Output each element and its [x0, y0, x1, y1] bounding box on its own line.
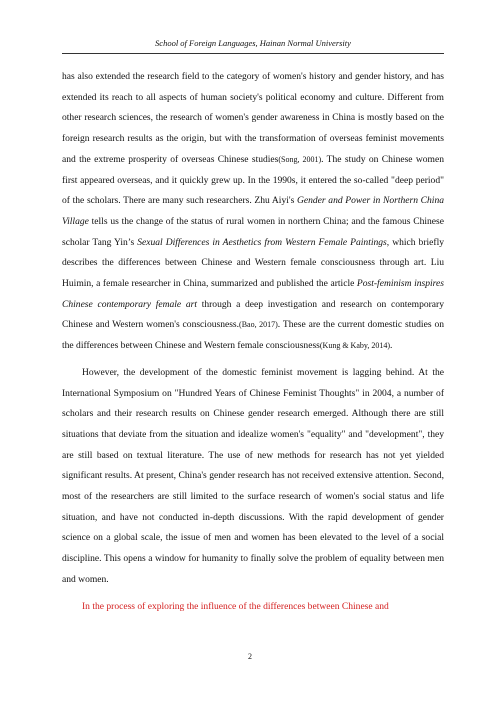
page-body	[62, 67, 444, 617]
header-divider	[62, 53, 444, 54]
citation-bao-2017: (Bao, 2017)	[239, 320, 278, 330]
paragraph-2: However, the development of the domestic feminist movement is lagging behind. At the International Symposium on "Hundred Years of Chinese Feminist Thoughts" in 2004, a number of scholars and their research results on Chinese gender research emerged. Although there are still situations that deviate from the situation and idealize women's "equality" and "development", they are still based on textual literature. The use of new methods for research has not yet yielded significant results. At present, China's gender research has not received extensive attention. Second, most of the researchers are still limited to the surface research of women's social status and life situation, and have not conducted in-depth discussions. With the rapid development of gender science on a global scale, the issue of men and women has been elevated to the level of a social discipline. This opens a window for humanity to finally solve the problem of equality between men and women.	[62, 366, 444, 585]
paragraph-1-text-4: , which briefly describes the differences between Chinese and Western female consciousness through art. Liu Huimin, a female researcher in China, summarized and published the article	[62, 236, 444, 290]
citation-kung-kaby-2014: (Kung & Kaby, 2014)	[319, 341, 391, 351]
paragraph-3-highlighted: In the process of exploring the influence of the differences between Chinese and	[82, 600, 389, 612]
paragraph-1-text-7: .	[390, 340, 393, 352]
paragraph-1-text-2: . The study on Chinese women first appeared overseas, and it quickly grew up. In the 1990s, it entered the so-called "deep period" of the scholars. There are many such researchers. Zhu Aiyi's	[62, 153, 444, 207]
running-header: School of Foreign Languages, Hainan Normal University	[155, 38, 351, 48]
book-title-sexual-differences: Sexual Differences in Aesthetics from Western Female Paintings	[137, 236, 387, 248]
book-title-gender-and-power: Gender and Power in Northern China Village	[62, 195, 444, 227]
page-number: 2	[248, 652, 252, 661]
paragraph-1-text-5: through a deep investigation and research on contemporary Chinese and Western women's consciousness.	[62, 298, 444, 331]
paragraph-1-text-6: . These are the current domestic studies on the differences between Chinese and Western female consciousness	[62, 319, 444, 352]
paragraph-1	[62, 67, 444, 357]
article-title-post-feminism: Post-feminism inspires Chinese contemporary female art	[62, 278, 444, 310]
paragraph-1-text-1: has also extended the research field to the category of women's history and gender history, and has extended its reach to all aspects of human society's political economy and culture. Different from other research sciences, the research of women's gender awareness in China is mostly based on the foreign research results as the origin, but with the transformation of overseas feminist movements and the extreme prosperity of overseas Chinese studies	[62, 71, 444, 165]
paragraph-1-text-3: tells us the change of the status of rural women in northern China; and the famous Chinese scholar Tang Yin’s	[62, 215, 444, 248]
citation-song-2001: (Song, 2001)	[278, 154, 322, 164]
